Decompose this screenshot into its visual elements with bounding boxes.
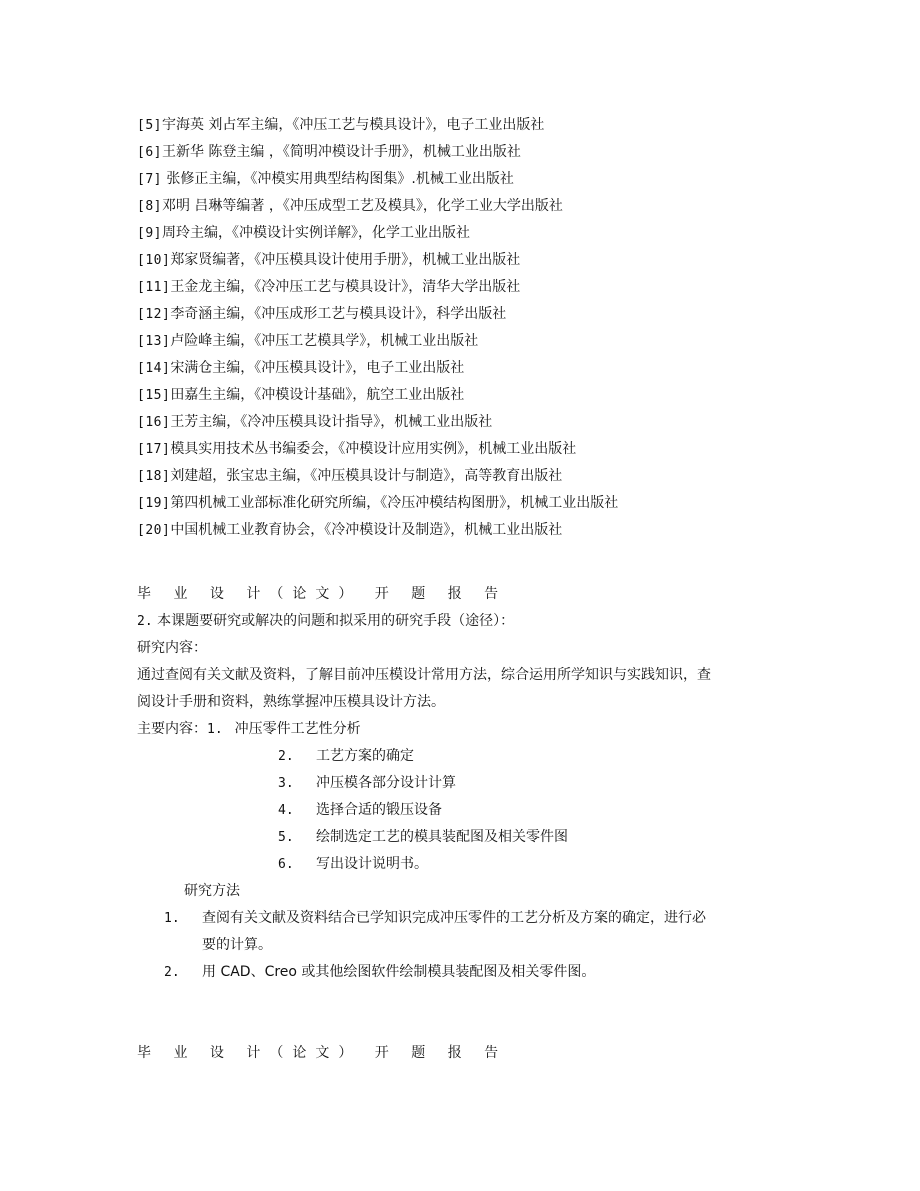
main-item: 3. 冲压模各部分设计计算: [278, 775, 456, 791]
reference-item: [6]王新华 陈登主编 ，《简明冲模设计手册》，机械工业出版社: [137, 144, 521, 160]
reference-item: [20]中国机械工业教育协会，《冷冲模设计及制造》，机械工业出版社: [137, 522, 563, 538]
research-paragraph-line-2: 阅设计手册和资料，熟练掌握冲压模具设计方法。: [137, 694, 445, 710]
reference-list: [137, 112, 618, 544]
research-paragraph-line-1: 通过查阅有关文献及资料，了解目前冲压模设计常用方法，综合运用所学知识与实践知识，查: [137, 667, 711, 683]
main-item: 2. 工艺方案的确定: [278, 748, 414, 764]
reference-item: [13]卢险峰主编，《冲压工艺模具学》，机械工业出版社: [137, 333, 479, 349]
main-item: 6. 写出设计说明书。: [278, 856, 428, 872]
main-content-line: [137, 716, 361, 743]
reference-item: [17]模具实用技术丛书编委会，《冲模设计应用实例》，机械工业出版社: [137, 441, 577, 457]
main-item: 4. 选择合适的锻压设备: [278, 802, 442, 818]
reference-item: [11]王金龙主编，《冷冲压工艺与模具设计》，清华大学出版社: [137, 279, 521, 295]
main-item-number: 1.: [207, 722, 223, 737]
main-item: 5. 绘制选定工艺的模具装配图及相关零件图: [278, 829, 568, 845]
reference-item: [9]周玲主编，《冲模设计实例详解》，化学工业出版社: [137, 225, 470, 241]
section-heading: 毕 业 设 计（论文） 开 题 报 告: [137, 586, 508, 602]
question-number: 2.: [137, 614, 153, 629]
reference-item: [5]宇海英 刘占军主编，《冲压工艺与模具设计》，电子工业出版社: [137, 117, 545, 133]
research-content-label: 研究内容：: [137, 640, 207, 656]
reference-item: [18]刘建超，张宝忠主编，《冲压模具设计与制造》，高等教育出版社: [137, 468, 563, 484]
reference-item: [19]第四机械工业部标准化研究所编，《冷压冲模结构图册》，机械工业出版社: [137, 495, 619, 511]
reference-item: [10]郑家贤编著，《冲压模具设计使用手册》，机械工业出版社: [137, 252, 521, 268]
method-item: 1. 查阅有关文献及资料结合已学知识完成冲压零件的工艺分析及方案的确定，进行必: [164, 910, 706, 926]
section-heading-2: 毕 业 设 计（论文） 开 题 报 告: [137, 1045, 508, 1061]
main-content-label: 主要内容：: [137, 721, 207, 737]
method-item: 2. 用 CAD、Creo 或其他绘图软件绘制模具装配图及相关零件图。: [164, 964, 596, 980]
reference-item: [15]田嘉生主编，《冲模设计基础》，航空工业出版社: [137, 387, 465, 403]
reference-item: [8]邓明 吕琳等编著 ，《冲压成型工艺及模具》，化学工业大学出版社: [137, 198, 563, 214]
method-item-continuation: 要的计算。: [202, 937, 272, 953]
reference-item: [16]王芳主编，《冷冲压模具设计指导》，机械工业出版社: [137, 414, 493, 430]
reference-item: [7] 张修正主编，《冲模实用典型结构图集》.机械工业出版社: [137, 171, 514, 187]
question-text: 本课题要研究或解决的问题和拟采用的研究手段（途径）：: [152, 613, 515, 629]
main-item-text: 冲压零件工艺性分析: [234, 721, 361, 737]
question-line: [137, 608, 514, 635]
methods-label: 研究方法: [184, 883, 240, 899]
reference-item: [12]李奇涵主编，《冲压成形工艺与模具设计》，科学出版社: [137, 306, 507, 322]
reference-item: [14]宋满仓主编，《冲压模具设计》，电子工业出版社: [137, 360, 465, 376]
